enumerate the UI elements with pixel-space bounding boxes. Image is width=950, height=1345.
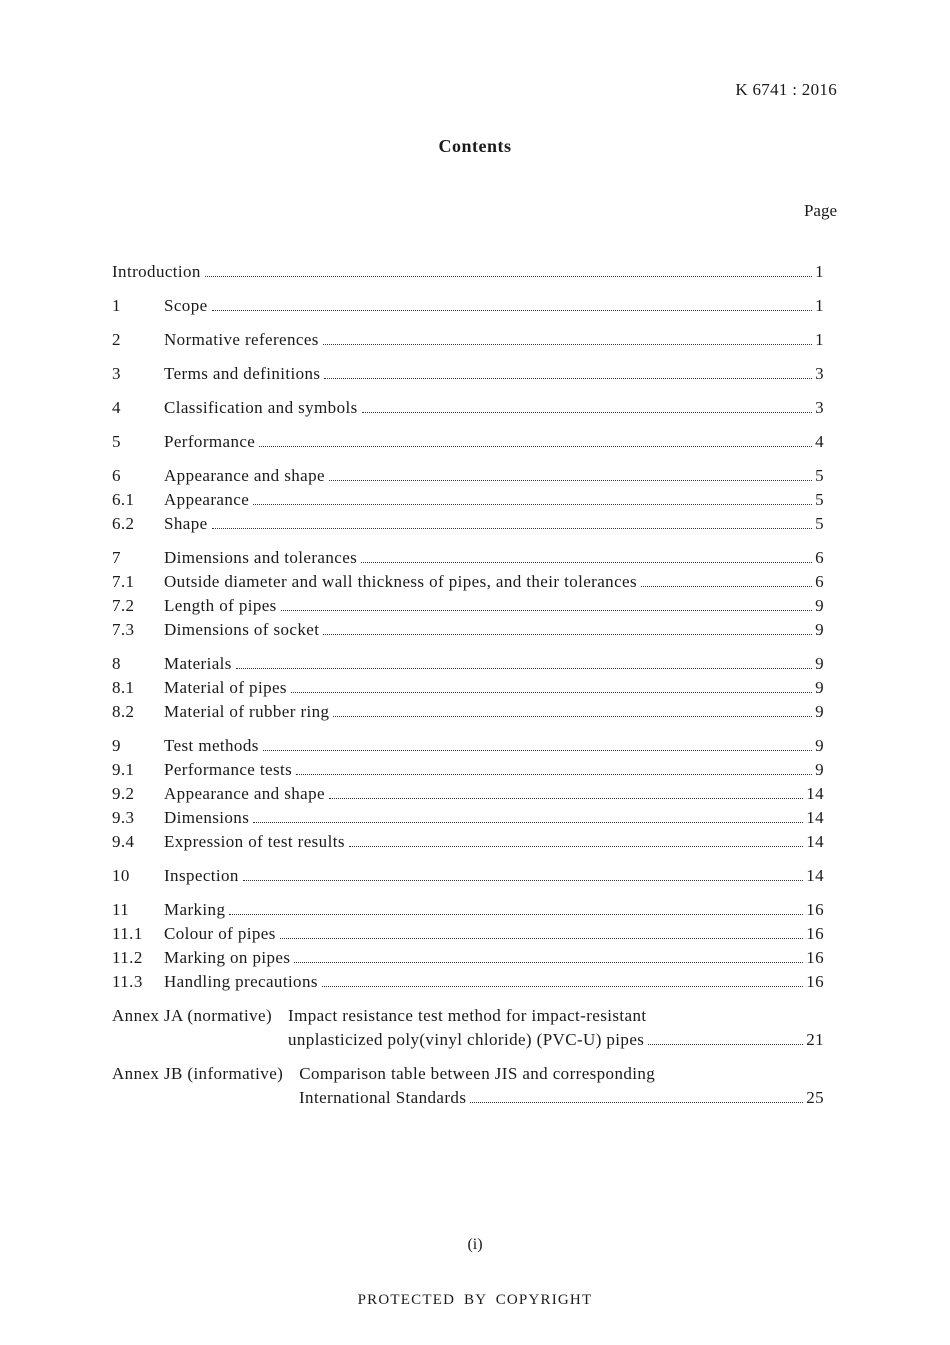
dot-leader (205, 276, 812, 277)
toc-entry[interactable] (112, 466, 824, 490)
toc-entry-title: Scope (164, 296, 208, 315)
toc-entry-page: 9 (815, 620, 824, 639)
toc-entry[interactable] (112, 398, 824, 422)
toc-entry-title: Inspection (164, 866, 239, 885)
annex-page: 21 (806, 1030, 824, 1049)
copyright-notice: PROTECTED BY COPYRIGHT (357, 1292, 593, 1308)
toc-entry-number: 5 (112, 432, 121, 451)
toc-entry-title: Material of rubber ring (164, 702, 330, 721)
toc-entry-page: 14 (806, 808, 824, 827)
dot-leader (212, 310, 813, 311)
toc-entry[interactable] (112, 900, 824, 924)
toc-entry[interactable] (112, 432, 824, 456)
toc-entry-number: 9.3 (112, 808, 135, 827)
toc-entry-page: 9 (815, 654, 824, 673)
annex-title-line1: Comparison table between JIS and corresponding (299, 1064, 656, 1083)
toc-entry-number: 8 (112, 654, 121, 673)
dot-leader (294, 962, 803, 963)
toc-entry[interactable] (112, 760, 824, 784)
toc-entry-number: 11.2 (112, 948, 143, 967)
toc-entry[interactable] (112, 330, 824, 354)
toc-entry[interactable] (112, 866, 824, 890)
dot-leader (324, 378, 812, 379)
annex-page: 25 (806, 1088, 824, 1107)
toc-entry-page: 5 (815, 466, 824, 485)
toc-entry[interactable] (112, 948, 824, 972)
toc-entry[interactable] (112, 364, 824, 388)
toc-entry[interactable] (112, 736, 824, 760)
toc-entry-number: 6.2 (112, 514, 135, 533)
toc-entry[interactable] (112, 972, 824, 996)
toc-entry[interactable] (112, 654, 824, 678)
dot-leader (362, 412, 812, 413)
dot-leader (280, 938, 803, 939)
toc-entry-number: 10 (112, 866, 130, 885)
dot-leader (253, 822, 803, 823)
dot-leader (259, 446, 812, 447)
toc-entry-title: Material of pipes (164, 678, 287, 697)
toc-entry-title: Outside diameter and wall thickness of pipes, and their tolerances (164, 572, 637, 591)
toc-entry-title: Marking (164, 900, 226, 919)
toc-entry-title: Colour of pipes (164, 924, 276, 943)
toc-entry-number: 9.2 (112, 784, 135, 803)
toc-entry-title: Expression of test results (164, 832, 345, 851)
dot-leader (349, 846, 803, 847)
toc-entry-page: 9 (815, 596, 824, 615)
dot-leader (212, 528, 813, 529)
annex-label: Annex JA (normative) (112, 1006, 273, 1025)
toc-entry[interactable] (112, 490, 824, 514)
toc-entry-page: 16 (806, 924, 824, 943)
toc-entry-title: Performance (164, 432, 256, 451)
page-column-header: Page (803, 201, 837, 220)
dot-leader (296, 774, 812, 775)
toc-entry-page: 1 (815, 262, 824, 281)
dot-leader (648, 1044, 803, 1045)
toc-entry-number: 8.2 (112, 702, 135, 721)
annex-title-line2: International Standards (299, 1088, 467, 1107)
toc-entry[interactable] (112, 678, 824, 702)
dot-leader (229, 914, 803, 915)
page-number: (i) (467, 1236, 483, 1253)
toc-entry[interactable] (112, 572, 824, 596)
toc-entry-number: 2 (112, 330, 121, 349)
toc-entry-page: 9 (815, 702, 824, 721)
dot-leader (263, 750, 812, 751)
toc-entry-number: 11 (112, 900, 130, 919)
toc-entry-title: Length of pipes (164, 596, 277, 615)
toc-entry-number: 6 (112, 466, 121, 485)
toc-entry[interactable] (112, 262, 824, 286)
dot-leader (333, 716, 812, 717)
toc-entry-number: 1 (112, 296, 121, 315)
toc-entry-number: 11.1 (112, 924, 143, 943)
toc-entry-title: Dimensions and tolerances (164, 548, 358, 567)
annex-label: Annex JB (informative) (112, 1064, 284, 1083)
annex-entry[interactable] (112, 1006, 824, 1054)
dot-leader (470, 1102, 803, 1103)
dot-leader (236, 668, 812, 669)
dot-leader (329, 798, 803, 799)
dot-leader (253, 504, 812, 505)
toc-entry-page: 5 (815, 490, 824, 509)
dot-leader (323, 344, 812, 345)
dot-leader (291, 692, 812, 693)
document-id: K 6741 : 2016 (735, 80, 837, 99)
dot-leader (243, 880, 803, 881)
toc-entry-page: 1 (815, 296, 824, 315)
annex-title-line1: Impact resistance test method for impact-resistant (288, 1006, 647, 1025)
toc-entry-page: 9 (815, 760, 824, 779)
toc-entry-number: 8.1 (112, 678, 135, 697)
toc-entry[interactable] (112, 784, 824, 808)
toc-entry-number: 6.1 (112, 490, 135, 509)
toc-entry-title: Appearance (164, 490, 250, 509)
toc-entry-title: Dimensions of socket (164, 620, 320, 639)
toc-entry-number: 9.4 (112, 832, 135, 851)
toc-entry-page: 3 (815, 398, 824, 417)
toc-entry-number: 9 (112, 736, 121, 755)
toc-entry-page: 5 (815, 514, 824, 533)
toc-entry-title: Marking on pipes (164, 948, 291, 967)
toc-entry[interactable] (112, 548, 824, 572)
toc-entry-page: 14 (806, 866, 824, 885)
toc-entry[interactable] (112, 296, 824, 320)
toc-entry-number: 3 (112, 364, 121, 383)
annex-entry[interactable] (112, 1064, 824, 1112)
toc-entry-title: Terms and definitions (164, 364, 321, 383)
toc-entry-title: Classification and symbols (164, 398, 358, 417)
toc-entry-page: 6 (815, 548, 824, 567)
toc-entry-title: Normative references (164, 330, 319, 349)
toc-entry-title: Dimensions (164, 808, 250, 827)
annex-title-line2: unplasticized poly(vinyl chloride) (PVC-U) pipes (288, 1030, 645, 1049)
toc-entry-page: 16 (806, 900, 824, 919)
toc-entry-page: 6 (815, 572, 824, 591)
page-title: Contents (438, 136, 512, 156)
toc-entry-page: 3 (815, 364, 824, 383)
toc-entry-title: Introduction (112, 262, 201, 281)
toc-entry-title: Performance tests (164, 760, 293, 779)
toc-entry-page: 1 (815, 330, 824, 349)
toc-entry-title: Materials (164, 654, 232, 673)
toc-entry-number: 11.3 (112, 972, 143, 991)
dot-leader (322, 986, 803, 987)
toc-entry-page: 9 (815, 678, 824, 697)
toc-entry[interactable] (112, 620, 824, 644)
dot-leader (323, 634, 812, 635)
toc-entry-title: Appearance and shape (164, 466, 325, 485)
toc-entry-title: Appearance and shape (164, 784, 325, 803)
toc-entry-page: 9 (815, 736, 824, 755)
toc-entry-number: 7.1 (112, 572, 135, 591)
toc-entry-title: Test methods (164, 736, 259, 755)
toc-entry-number: 7 (112, 548, 121, 567)
toc-entry[interactable] (112, 702, 824, 726)
toc-entry-number: 7.2 (112, 596, 135, 615)
toc-entry-page: 16 (806, 948, 824, 967)
toc-entry-number: 9.1 (112, 760, 135, 779)
toc-entry-number: 7.3 (112, 620, 135, 639)
toc-entry[interactable] (112, 924, 824, 948)
dot-leader (329, 480, 812, 481)
toc-entry[interactable] (112, 596, 824, 620)
table-of-contents (112, 262, 824, 1112)
toc-entry[interactable] (112, 832, 824, 856)
toc-entry-page: 14 (806, 784, 824, 803)
toc-entry[interactable] (112, 808, 824, 832)
dot-leader (641, 586, 812, 587)
toc-entry-title: Shape (164, 514, 208, 533)
toc-entry-title: Handling precautions (164, 972, 318, 991)
toc-entry-page: 14 (806, 832, 824, 851)
toc-entry[interactable] (112, 514, 824, 538)
toc-entry-page: 4 (815, 432, 824, 451)
dot-leader (281, 610, 812, 611)
toc-entry-page: 16 (806, 972, 824, 991)
toc-entry-number: 4 (112, 398, 121, 417)
dot-leader (361, 562, 812, 563)
